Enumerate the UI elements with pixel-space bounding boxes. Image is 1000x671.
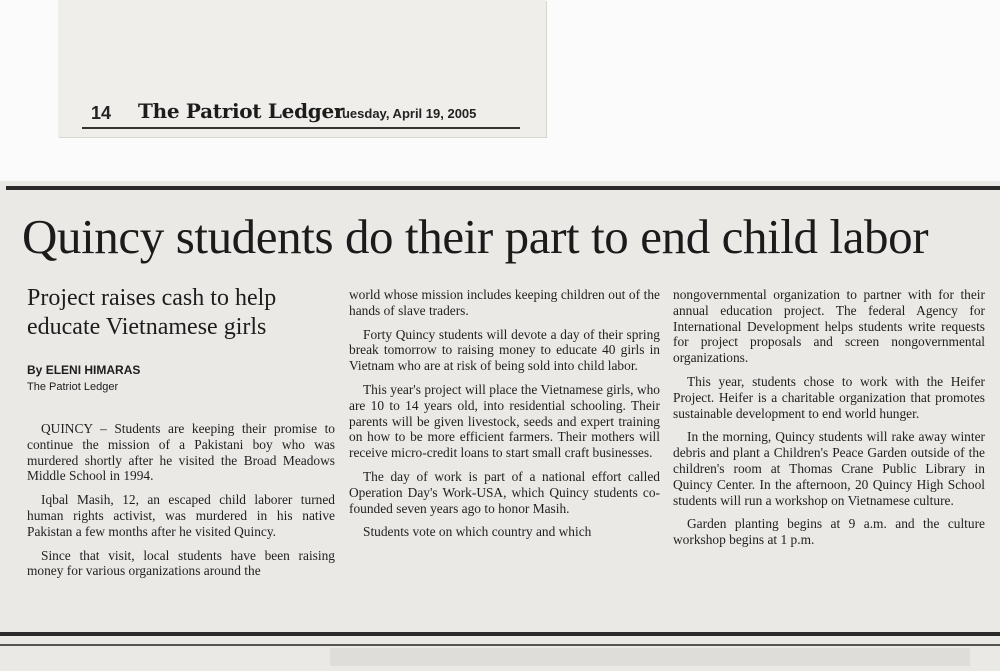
paragraph: Since that visit, local students have been raising money for various organizations around the — [27, 547, 335, 579]
article-top-rule — [6, 186, 1000, 190]
paragraph: The day of work is part of a national effort called Operation Day's Work-USA, which Quincy students co-founded seven years ago to honor Masih. — [349, 468, 660, 516]
paragraph: This year, students chose to work with the Heifer Project. Heifer is a charitable organization that promotes sustainable development to end world hunger. — [673, 373, 985, 421]
byline-author: ELENI HIMARAS — [45, 363, 141, 377]
paragraph: Forty Quincy students will devote a day of their spring break tomorrow to raising money to educate 40 girls in Vietnam who are at risk of being sold into child labor. — [349, 326, 660, 374]
article-column-2 — [349, 287, 660, 548]
publication-date: Tuesday, April 19, 2005 — [335, 106, 477, 121]
headline: Quincy students do their part to end child labor — [22, 209, 929, 264]
paragraph: Garden planting begins at 9 a.m. and the culture workshop begins at 1 p.m. — [673, 516, 985, 548]
article-column-1 — [27, 421, 335, 587]
paragraph: QUINCY – Students are keeping their promise to continue the mission of a Pakistani boy who was murdered shortly after he visited the Broad Meadows Middle School in 1994. — [27, 421, 335, 484]
paragraph: world whose mission includes keeping children out of the hands of slave traders. — [349, 287, 660, 318]
paragraph: This year's project will place the Vietnamese girls, who are 10 to 14 years old, into residential schooling. Their parents will be given livestock, seeds and expert training on how to be more efficient farmers. Their mothers will receive micro-credit loans to start small craft businesses. — [349, 381, 660, 461]
paragraph: Iqbal Masih, 12, an escaped child laborer turned human rights activist, was murdered in his native Pakistan a few months after he visited Quincy. — [27, 492, 335, 539]
paragraph: Students vote on which country and which — [363, 524, 592, 540]
newspaper-name: The Patriot Ledger — [138, 99, 345, 123]
masthead-rule — [82, 127, 520, 129]
article-bottom-rule — [0, 632, 1000, 636]
byline-affiliation: The Patriot Ledger — [27, 381, 119, 393]
article-bottom-rule-2 — [0, 644, 1000, 646]
article-column-3 — [673, 287, 985, 556]
byline — [27, 363, 140, 377]
paragraph: In the morning, Quincy students will rake away winter debris and plant a Children's Peace Garden outside of the children's room at Thomas Crane Public Library in Quincy Center. In the afternoon, 20 Quincy High School students will run a workshop on Vietnamese culture. — [673, 429, 985, 508]
bleed-through-strip — [330, 648, 970, 666]
paragraph: nongovernmental organization to partner with for their annual education project. The federal Agency for International Development helps students write requests for project proposals and screen nongovernmental organizations. — [673, 287, 985, 366]
byline-prefix: By — [27, 363, 43, 377]
page-number: 14 — [91, 103, 112, 123]
subhead: Project raises cash to help educate Vietnamese girls — [27, 285, 277, 340]
